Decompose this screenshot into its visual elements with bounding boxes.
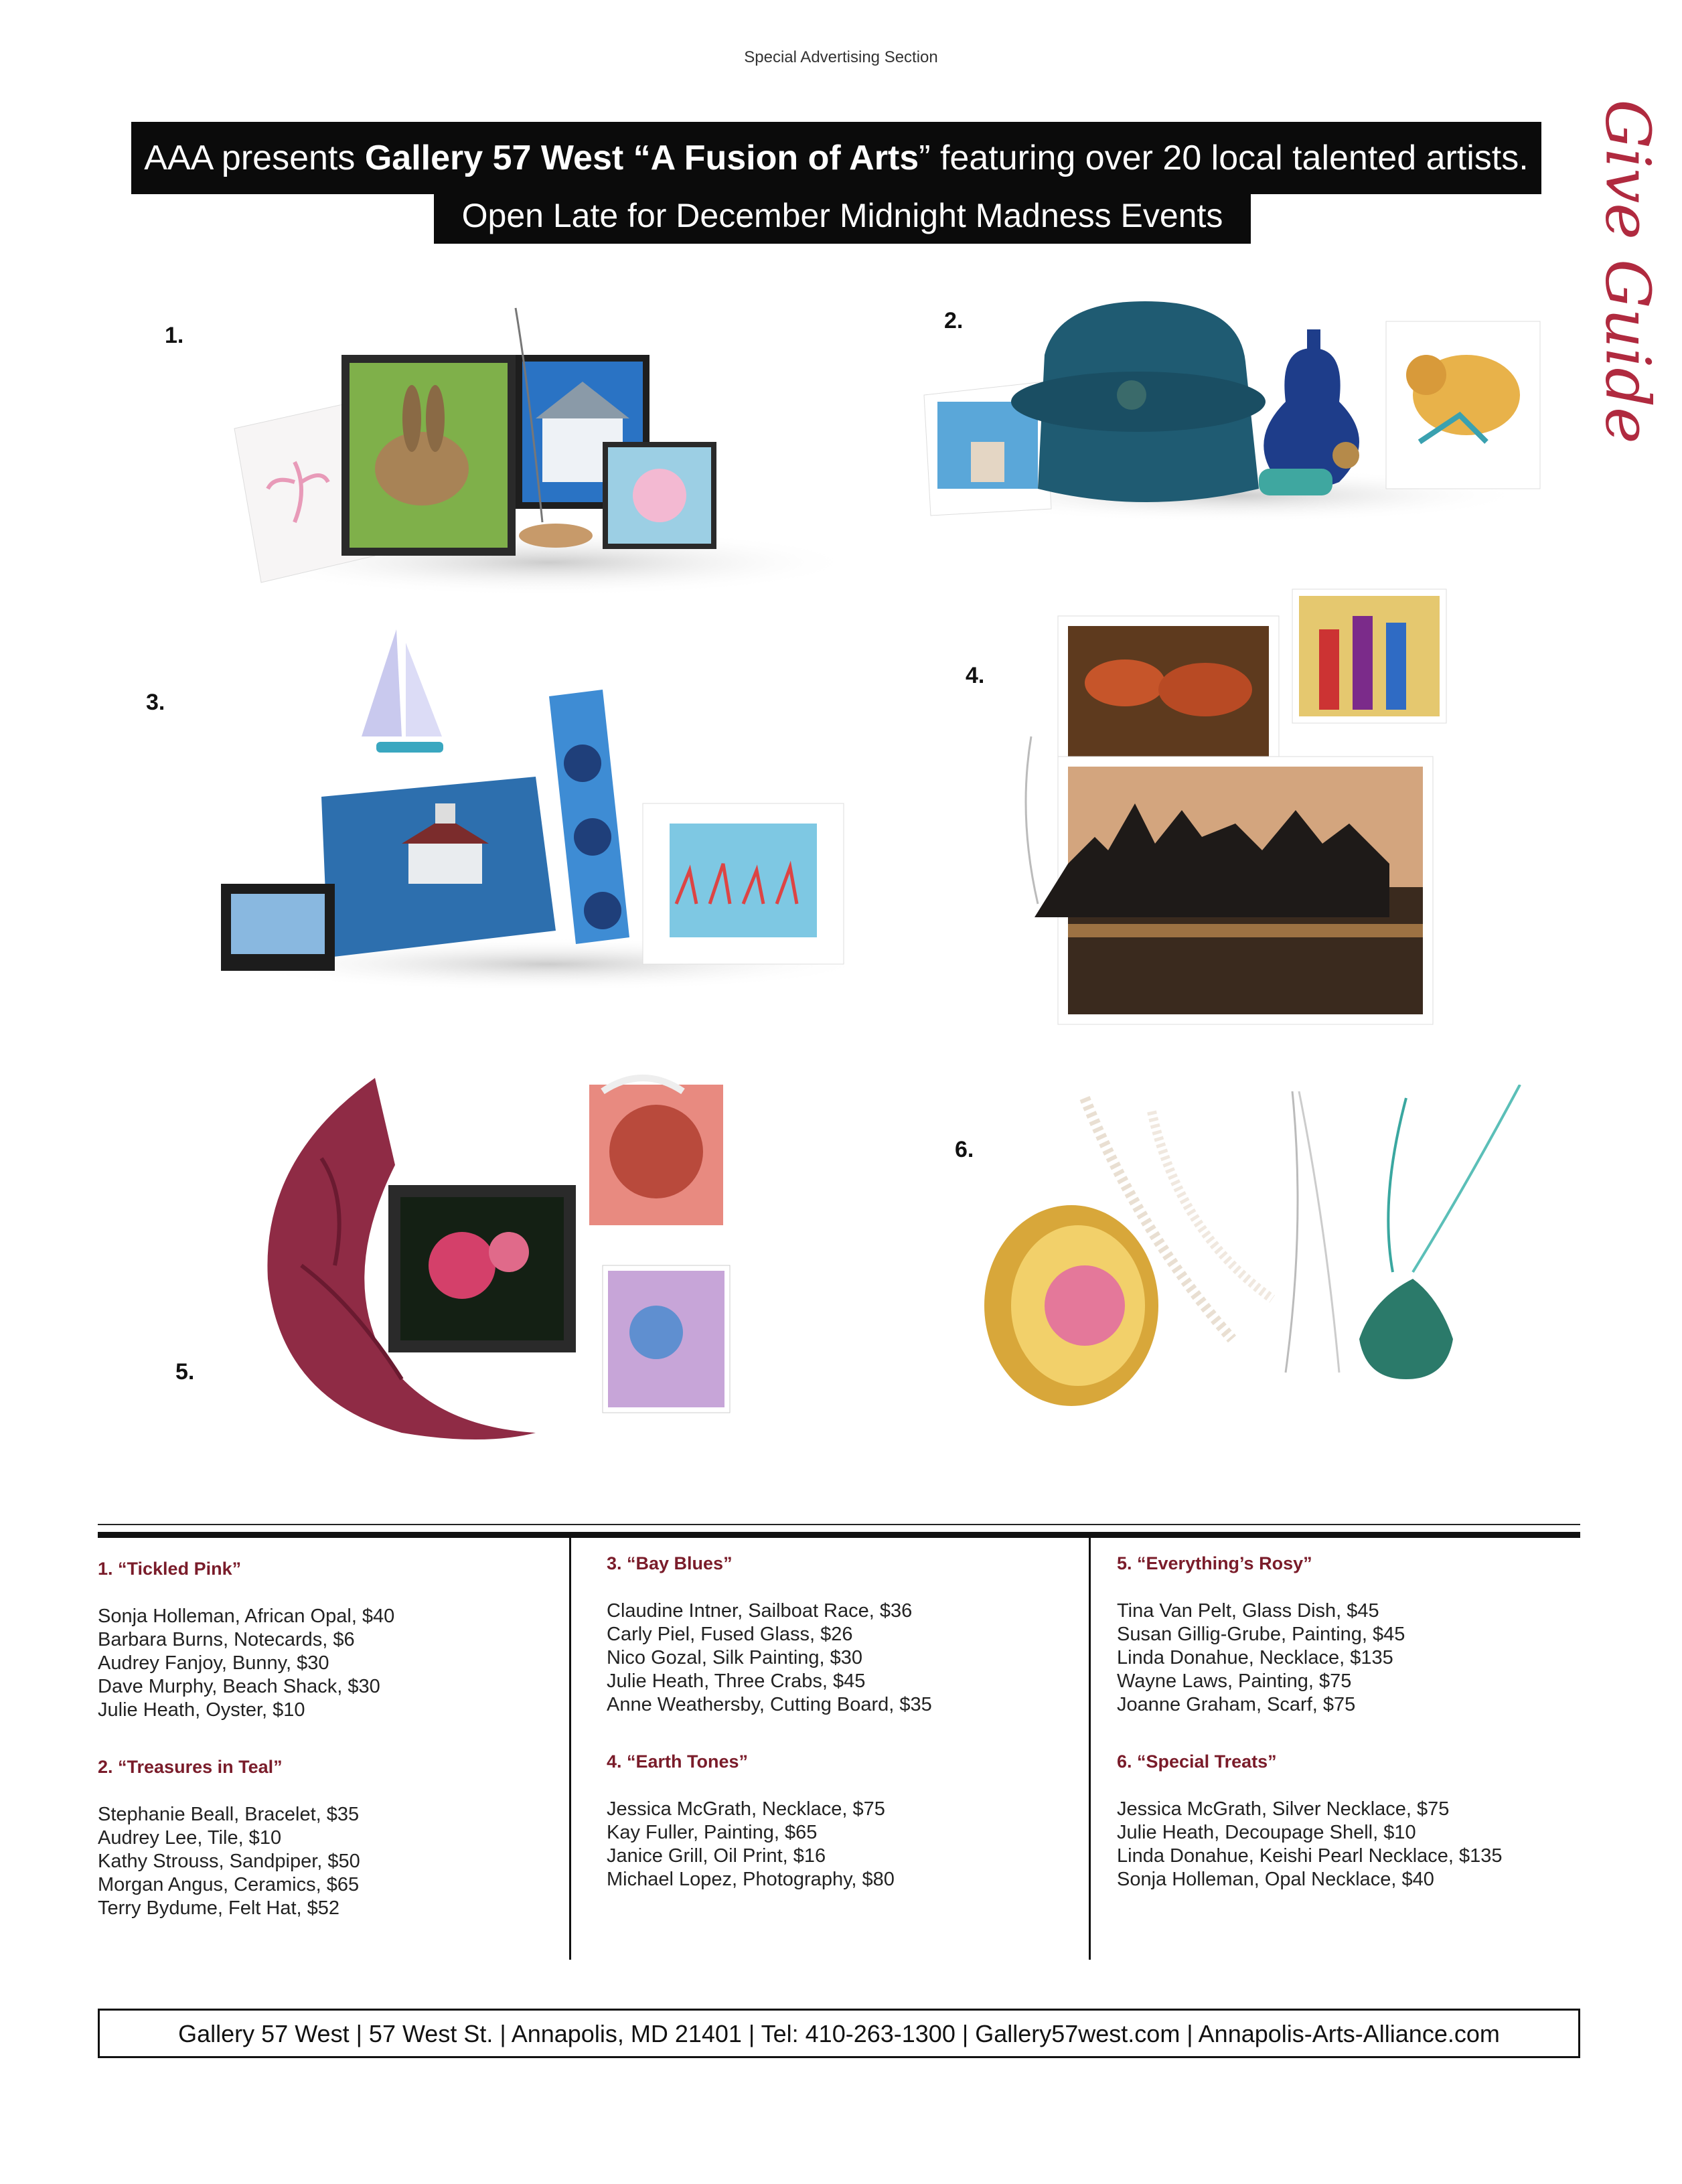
listing-item: Barbara Burns, Notecards, $6 [98, 1629, 355, 1650]
listing-item: Audrey Lee, Tile, $10 [98, 1827, 282, 1849]
listing-item: Jessica McGrath, Silver Necklace, $75 [1117, 1798, 1450, 1820]
listing-item: Susan Gillig-Grube, Painting, $45 [1117, 1624, 1405, 1645]
listing-item: Julie Heath, Decoupage Shell, $10 [1117, 1822, 1416, 1843]
give-guide-title [1591, 87, 1665, 444]
photo-earth-tones [1004, 576, 1473, 1031]
column-divider-2 [1089, 1538, 1091, 1960]
photo-special-treats [978, 1085, 1540, 1460]
listing-item: Joanne Graham, Scarf, $75 [1117, 1694, 1356, 1715]
photo-number-1: 1. [165, 323, 184, 348]
give-guide-text: Give Guide [1592, 99, 1664, 444]
photo-tickled-pink [201, 281, 884, 603]
column-divider-1 [569, 1538, 571, 1960]
listing-item: Dave Murphy, Beach Shack, $30 [98, 1676, 380, 1697]
listing-earth-tones [607, 1751, 1075, 1891]
photo-number-3: 3. [146, 690, 165, 715]
listing-title: 1. “Tickled Pink” [98, 1559, 242, 1579]
listing-tickled-pink [98, 1559, 566, 1722]
listing-item: Nico Gozal, Silk Painting, $30 [607, 1647, 863, 1668]
listings-column-2 [607, 1553, 1075, 1891]
listing-item: Sonja Holleman, African Opal, $40 [98, 1606, 395, 1627]
photo-number-2: 2. [944, 308, 964, 333]
photo-number-6: 6. [955, 1137, 974, 1162]
listings-column-1 [98, 1559, 566, 1920]
subheadline-banner: Open Late for December Midnight Madness Events [434, 187, 1251, 244]
listing-item: Sonja Holleman, Opal Necklace, $40 [1117, 1869, 1434, 1890]
listing-item: Linda Donahue, Necklace, $135 [1117, 1647, 1393, 1668]
headline-gallery-name: Gallery 57 West “A Fusion of Arts [364, 139, 919, 177]
listing-item: Kathy Strouss, Sandpiper, $50 [98, 1851, 360, 1872]
listing-title: 4. “Earth Tones” [607, 1751, 749, 1772]
photo-number-5: 5. [175, 1359, 195, 1385]
listings-column-3 [1117, 1553, 1586, 1891]
listing-item: Jessica McGrath, Necklace, $75 [607, 1798, 885, 1820]
listing-title: 3. “Bay Blues” [607, 1553, 733, 1573]
listing-item: Julie Heath, Oyster, $10 [98, 1699, 305, 1721]
listing-item: Janice Grill, Oil Print, $16 [607, 1845, 826, 1867]
divider-thick [98, 1532, 1580, 1538]
listing-item: Kay Fuller, Painting, $65 [607, 1822, 818, 1843]
photo-treasures-in-teal [911, 281, 1553, 522]
listing-item: Michael Lopez, Photography, $80 [607, 1869, 895, 1890]
footer-contact-bar: Gallery 57 West | 57 West St. | Annapolis, MD 21401 | Tel: 410-263-1300 | Gallery57west.com | Annapolis-Arts-Alliance.com [98, 2009, 1580, 2058]
listing-item: Carly Piel, Fused Glass, $26 [607, 1624, 853, 1645]
listing-item: Wayne Laws, Painting, $75 [1117, 1670, 1352, 1692]
listing-item: Anne Weathersby, Cutting Board, $35 [607, 1694, 932, 1715]
listing-item: Audrey Fanjoy, Bunny, $30 [98, 1652, 329, 1674]
photo-number-4: 4. [966, 663, 985, 688]
listing-bay-blues [607, 1553, 1075, 1717]
listing-item: Terry Bydume, Felt Hat, $52 [98, 1897, 340, 1919]
listing-item: Morgan Angus, Ceramics, $65 [98, 1874, 360, 1895]
listing-title: 5. “Everything’s Rosy” [1117, 1553, 1312, 1573]
headline-suffix: ” featuring over 20 local talented artists. [919, 139, 1529, 177]
listing-item: Stephanie Beall, Bracelet, $35 [98, 1804, 360, 1825]
listing-item: Tina Van Pelt, Glass Dish, $45 [1117, 1600, 1379, 1622]
listing-item: Julie Heath, Three Crabs, $45 [607, 1670, 866, 1692]
listing-title: 6. “Special Treats” [1117, 1751, 1277, 1772]
listing-title: 2. “Treasures in Teal” [98, 1757, 283, 1777]
listing-everythings-rosy [1117, 1553, 1586, 1717]
photo-everythings-rosy [241, 1065, 750, 1453]
listing-item: Linda Donahue, Keishi Pearl Necklace, $135 [1117, 1845, 1503, 1867]
listing-treasures-in-teal [98, 1757, 566, 1920]
listing-special-treats [1117, 1751, 1586, 1891]
listing-item: Claudine Intner, Sailboat Race, $36 [607, 1600, 913, 1622]
headline-prefix: AAA presents [144, 139, 365, 177]
section-label: Special Advertising Section [744, 48, 938, 66]
headline-banner [131, 122, 1541, 194]
divider-thin [98, 1524, 1580, 1525]
photo-bay-blues [201, 616, 897, 991]
